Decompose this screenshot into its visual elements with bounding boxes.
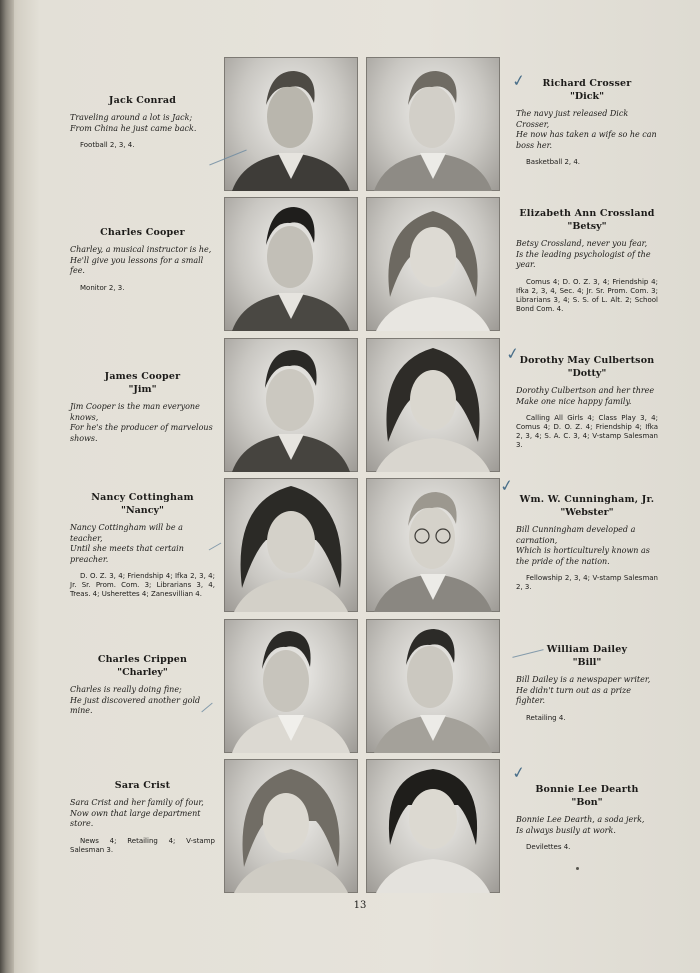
portrait-photo-bonnie-dearth bbox=[366, 759, 500, 893]
verse-line: He just discovered another gold mine. bbox=[70, 695, 201, 715]
student-activities: Basketball 2, 4. bbox=[526, 158, 581, 166]
portrait-photo-william-dailey bbox=[366, 619, 500, 753]
verse-line: Make one nice happy family. bbox=[516, 396, 632, 406]
student-name: Bonnie Lee Dearth bbox=[535, 784, 639, 795]
ink-speck bbox=[576, 867, 579, 870]
student-nickname: "Bill" bbox=[572, 657, 602, 668]
student-verse bbox=[516, 675, 658, 707]
bio-charles-crippen bbox=[70, 653, 215, 717]
student-activities: Devilettes 4. bbox=[526, 843, 571, 851]
student-row bbox=[0, 338, 700, 473]
student-verse bbox=[516, 815, 658, 836]
verse-line: Betsy Crossland, never you fear, bbox=[516, 239, 648, 248]
bio-bonnie-dearth bbox=[516, 783, 658, 852]
student-nickname: "Dotty" bbox=[567, 368, 607, 379]
verse-line: For he's the producer of marvelous shows. bbox=[70, 423, 213, 443]
student-row bbox=[0, 619, 700, 754]
student-name: James Cooper bbox=[104, 371, 181, 382]
verse-line: Now own that large department store. bbox=[70, 808, 201, 828]
student-nickname: "Jim" bbox=[128, 384, 157, 395]
bio-sara-crist bbox=[70, 779, 215, 855]
verse-line: Is the leading psychologist of the year. bbox=[516, 249, 651, 269]
portrait-photo-elizabeth-crossland bbox=[366, 197, 500, 331]
student-verse bbox=[516, 525, 658, 567]
verse-line: Dorothy Culbertson and her three bbox=[516, 386, 655, 395]
bio-jack-conrad bbox=[70, 94, 215, 150]
student-name: Sara Crist bbox=[114, 780, 171, 791]
student-name: Richard Crosser bbox=[542, 78, 632, 89]
verse-line: Traveling around a lot is Jack; bbox=[70, 113, 193, 122]
student-verse bbox=[516, 239, 658, 271]
portrait-photo-james-cooper bbox=[224, 338, 358, 472]
verse-line: Nancy Cottingham will be a teacher, bbox=[70, 523, 183, 543]
verse-line: Charles is really doing fine; bbox=[70, 685, 182, 694]
bio-dorothy-culbertson bbox=[516, 354, 658, 450]
pencil-check-mark-icon: ✓ bbox=[510, 70, 527, 91]
bio-nancy-cottingham bbox=[70, 491, 215, 599]
portrait-photo-dorothy-culbertson bbox=[366, 338, 500, 472]
verse-line: He didn't turn out as a prize fighter. bbox=[516, 685, 631, 705]
student-name: Elizabeth Ann Crossland bbox=[519, 208, 655, 219]
student-name: Wm. W. Cunningham, Jr. bbox=[519, 494, 655, 505]
pencil-check-mark-icon: ✓ bbox=[510, 762, 527, 783]
pencil-check-mark-icon: ✓ bbox=[504, 343, 521, 364]
verse-line: Bill Cunningham developed a carnation, bbox=[516, 525, 636, 545]
student-name: Charles Crippen bbox=[97, 654, 188, 665]
verse-line: From China he just came back. bbox=[70, 123, 197, 133]
bio-james-cooper bbox=[70, 370, 215, 444]
page-number: 13 bbox=[353, 900, 367, 911]
student-verse bbox=[70, 685, 215, 717]
student-name: Dorothy May Culbertson bbox=[519, 355, 655, 366]
student-verse bbox=[516, 109, 658, 151]
student-row bbox=[0, 197, 700, 332]
portrait-photo-richard-crosser bbox=[366, 57, 500, 191]
pencil-check-mark-icon: ✓ bbox=[498, 475, 515, 496]
portrait-photo-wm-cunningham bbox=[366, 478, 500, 612]
student-row bbox=[0, 57, 700, 192]
student-nickname: "Betsy" bbox=[567, 221, 607, 232]
bio-william-dailey bbox=[516, 643, 658, 723]
student-nickname: "Nancy" bbox=[121, 505, 164, 516]
bio-elizabeth-crossland bbox=[516, 207, 658, 314]
student-nickname: "Bon" bbox=[571, 797, 603, 808]
student-activities: D. O. Z. 3, 4; Friendship 4; Ifka 2, 3, 4; Jr. Sr. Prom. Com. 3; Librarians 3, 4, Treas. 4; Usherettes 4; Zanesvillian 4. bbox=[70, 572, 215, 598]
student-row bbox=[0, 475, 700, 613]
student-activities: Comus 4; D. O. Z. 3, 4; Friendship 4; Ifka 2, 3, 4, Sec. 4; Jr. Sr. Prom. Com. 3; Librarians 3, 4; S. S. of L. Alt. 2; School Bond Com. 4. bbox=[516, 277, 658, 313]
verse-line: He'll give you lessons for a small fee. bbox=[70, 255, 204, 275]
student-verse bbox=[516, 386, 658, 407]
portrait-photo-jack-conrad bbox=[224, 57, 358, 191]
verse-line: Jim Cooper is the man everyone knows, bbox=[70, 402, 200, 422]
verse-line: The navy just released Dick Crosser, bbox=[516, 109, 629, 129]
portrait-photo-charles-cooper bbox=[224, 197, 358, 331]
verse-line: Until she meets that certain preacher. bbox=[70, 544, 184, 564]
student-activities: Monitor 2, 3. bbox=[80, 283, 125, 292]
portrait-photo-sara-crist bbox=[224, 759, 358, 893]
student-nickname: "Charley" bbox=[117, 667, 168, 678]
verse-line: Sara Crist and her family of four, bbox=[70, 798, 204, 807]
verse-line: Which is horticulturely known as the pride of the nation. bbox=[516, 546, 650, 566]
student-nickname: "Dick" bbox=[569, 91, 605, 102]
student-activities: Calling All Girls 4; Class Play 3, 4; Comus 4; D. O. Z. 4; Friendship 4; Ifka 2, 3, 4; S. A. C. 3, 4; V-stamp Salesman 3. bbox=[516, 414, 658, 449]
student-verse bbox=[70, 798, 215, 830]
student-nickname: "Webster" bbox=[560, 507, 614, 518]
student-row bbox=[0, 759, 700, 894]
student-activities: News 4; Retailing 4; V-stamp Salesman 3. bbox=[70, 836, 215, 854]
student-name: Charles Cooper bbox=[100, 227, 185, 238]
bio-charles-cooper bbox=[70, 226, 215, 293]
student-name: Nancy Cottingham bbox=[91, 492, 194, 503]
student-name: William Dailey bbox=[546, 644, 628, 655]
student-activities: Football 2, 3, 4. bbox=[80, 141, 135, 149]
student-verse bbox=[70, 113, 215, 134]
student-verse bbox=[70, 245, 215, 277]
student-activities: Fellowship 2, 3, 4; V-stamp Salesman 2, 3. bbox=[516, 574, 658, 591]
verse-line: Charley, a musical instructor is he, bbox=[70, 245, 212, 254]
portrait-photo-charles-crippen bbox=[224, 619, 358, 753]
bio-richard-crosser bbox=[516, 77, 658, 167]
student-activities: Retailing 4. bbox=[526, 713, 566, 722]
student-verse bbox=[70, 402, 215, 444]
verse-line: Bill Dailey is a newspaper writer, bbox=[516, 675, 651, 684]
bio-wm-cunningham bbox=[516, 493, 658, 592]
verse-line: Is always busily at work. bbox=[516, 825, 616, 835]
portrait-photo-nancy-cottingham bbox=[224, 478, 358, 612]
student-verse bbox=[70, 523, 215, 565]
student-name: Jack Conrad bbox=[108, 95, 177, 106]
verse-line: He now has taken a wife so he can boss her. bbox=[516, 130, 657, 150]
verse-line: Bonnie Lee Dearth, a soda jerk, bbox=[516, 815, 645, 824]
